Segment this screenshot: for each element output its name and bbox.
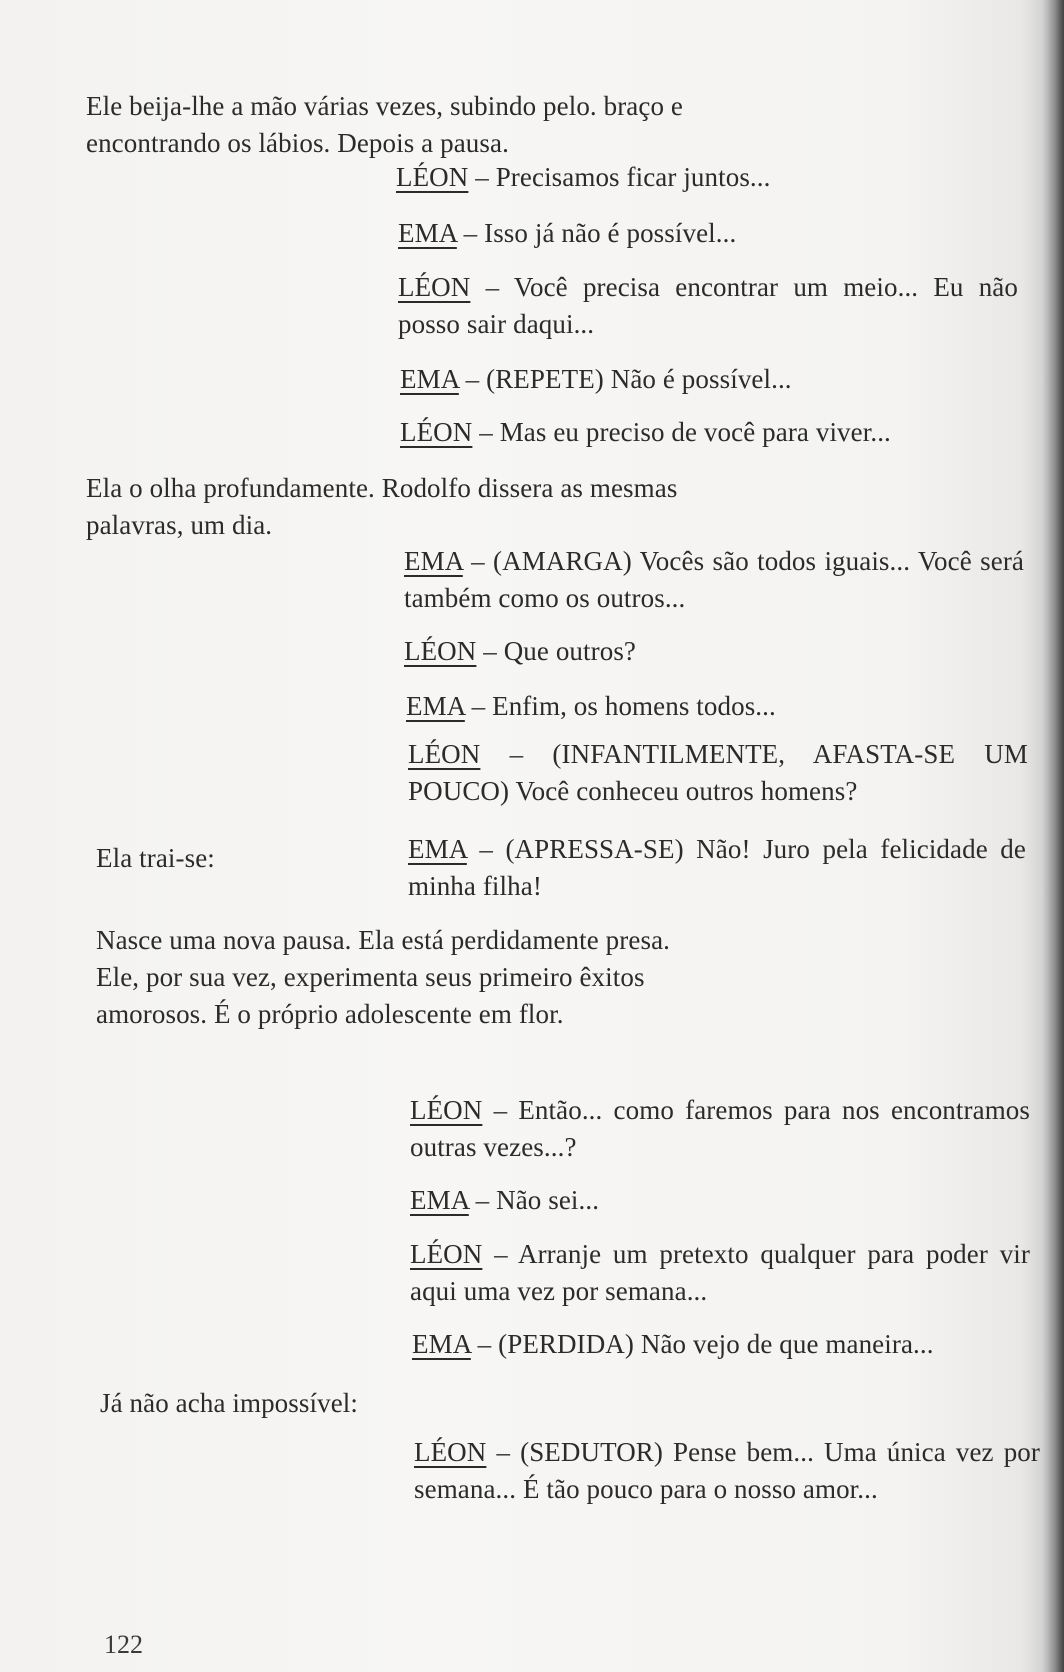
dialogue-text: – (SEDUTOR) Pense bem... Uma única vez por semana... É tão pouco para o nosso amor... [414, 1437, 1040, 1504]
dialogue-line [400, 414, 1030, 451]
stage-direction-text: Nasce uma nova pausa. Ela está perdidamente presa. Ele, por sua vez, experimenta seus primeiro êxitos amorosos. É o próprio adolescente em flor. [96, 925, 671, 1029]
stage-direction [96, 840, 356, 877]
speaker-name: EMA [412, 1329, 471, 1359]
stage-direction [86, 470, 706, 544]
dialogue-line [396, 159, 1026, 196]
dialogue-line [404, 543, 1024, 617]
dialogue-line [408, 831, 1026, 905]
stage-direction [100, 1385, 500, 1422]
dialogue-line [410, 1092, 1030, 1166]
speaker-name: EMA [408, 834, 467, 864]
dialogue-line [412, 1326, 1042, 1363]
stage-direction [86, 88, 706, 162]
page-number: 122 [104, 1630, 143, 1659]
speaker-name: EMA [406, 691, 465, 721]
speaker-name: LÉON [398, 272, 471, 302]
stage-direction-text: Ela trai-se: [96, 843, 215, 873]
speaker-name: LÉON [400, 417, 473, 447]
speaker-name: LÉON [410, 1239, 483, 1269]
dialogue-line [400, 361, 1030, 398]
speaker-name: EMA [400, 364, 459, 394]
dialogue-line [414, 1434, 1040, 1508]
speaker-name: LÉON [410, 1095, 483, 1125]
dialogue-text: – (INFANTILMENTE, AFASTA-SE UM POUCO) Você conheceu outros homens? [408, 739, 1028, 806]
dialogue-line [406, 688, 1036, 725]
dialogue-line [410, 1236, 1030, 1310]
dialogue-line [410, 1182, 1040, 1219]
speaker-name: EMA [404, 546, 463, 576]
speaker-name: EMA [398, 218, 457, 248]
dialogue-text: – (REPETE) Não é possível... [458, 364, 792, 394]
stage-direction-text: Já não acha impossível: [100, 1388, 358, 1418]
stage-direction-text: Ela o olha profundamente. Rodolfo dissera as mesmas palavras, um dia. [86, 473, 678, 540]
dialogue-text: – (AMARGA) Vocês são todos iguais... Você será também como os outros... [404, 546, 1024, 613]
dialogue-text: – Precisamos ficar juntos... [468, 162, 771, 192]
stage-direction [96, 922, 716, 1033]
speaker-name: LÉON [414, 1437, 487, 1467]
dialogue-line [408, 736, 1028, 810]
dialogue-text: – Arranje um pretexto qualquer para poder vir aqui uma vez por semana... [410, 1239, 1030, 1306]
dialogue-line [404, 633, 1034, 670]
dialogue-text: – Não sei... [468, 1185, 600, 1215]
speaker-name: LÉON [408, 739, 481, 769]
dialogue-line [398, 215, 1028, 252]
speaker-name: LÉON [396, 162, 469, 192]
dialogue-text: – Que outros? [476, 636, 637, 666]
dialogue-text: – (APRESSA-SE) Não! Juro pela felicidade de minha filha! [408, 834, 1026, 901]
dialogue-text: – Isso já não é possível... [456, 218, 737, 248]
dialogue-line [398, 269, 1018, 343]
dialogue-text: – (PERDIDA) Não vejo de que maneira... [470, 1329, 934, 1359]
speaker-name: EMA [410, 1185, 469, 1215]
dialogue-text: – Então... como faremos para nos encontramos outras vezes...? [410, 1095, 1030, 1162]
dialogue-text: – Enfim, os homens todos... [464, 691, 776, 721]
page-edge-shadow [1042, 0, 1064, 1672]
dialogue-text: – Mas eu preciso de você para viver... [472, 417, 891, 447]
dialogue-text: – Você precisa encontrar um meio... Eu não posso sair daqui... [398, 272, 1018, 339]
stage-direction-text: Ele beija-lhe a mão várias vezes, subindo pelo. braço e encontrando os lábios. Depois a pausa. [86, 91, 684, 158]
speaker-name: LÉON [404, 636, 477, 666]
